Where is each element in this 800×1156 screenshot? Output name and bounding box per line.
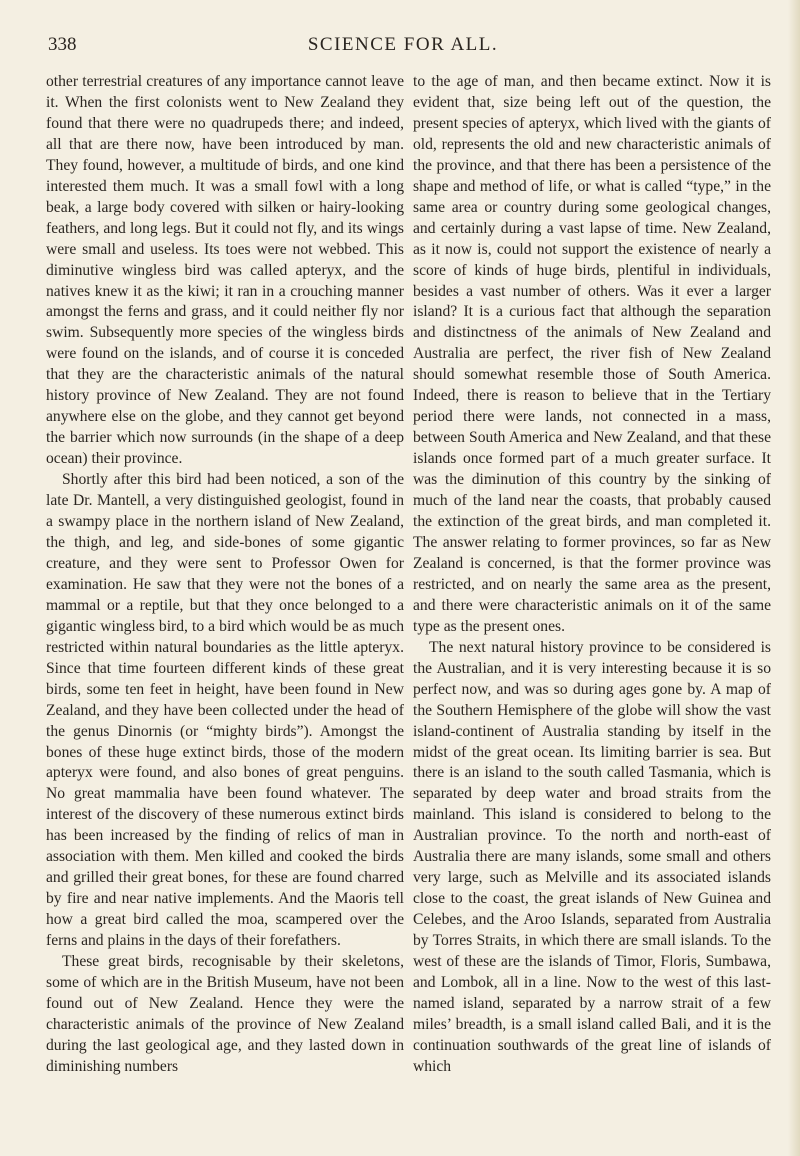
paragraph: other terrestrial creatures of any importance cannot leave it. When the first colonists went to New Zealand they found that there were no quadrupeds there; and indeed, all that are there now, have been introduced by man. They found, however, a multitude of birds, and one kind interested them much. It was a small fowl with a long beak, a large body covered with silken or hairy-looking feathers, and long legs. But it could not fly, and its wings were small and useless. Its toes were not webbed. This diminutive wingless bird was called apteryx, and the natives knew it as the kiwi; it ran in a crouching manner amongst the ferns and grass, and it could neither fly nor swim. Subsequently more species of the wingless birds were found on the islands, and of course it is conceded that they are the characteristic animals of the natural history province of New Zealand. They are not found anywhere else on the globe, and they cannot get beyond the barrier which now surrounds (in the shape of a deep ocean) their province. xyxy=(46,73,404,468)
paragraph: The next natural history province to be considered is the Australian, and it is very interesting because it is so perfect now, and was so during ages gone by. A map of the Southern Hemisphere of the globe will show the vast island-continent of Australia standing by itself in the midst of the great ocean. Its limiting barrier is sea. But there is an island to the south called Tasmania, which is separated by deep water and broad straits from the mainland. This island is considered to belong to the Australian province. To the north and north-east of Australia there are many islands, some small and others very large, such as Melville and its associated islands close to the coast, the great islands of New Guinea and Celebes, and the Aroo Islands, separated from Australia by Torres Straits, in which there are small islands. To the west of these are the islands of Timor, Floris, Sumbawa, and Lombok, all in a line. Now to the west of this last-named island, separated by a narrow strait of a few miles’ breadth, is a small island called Bali, and it is the continuation southwards of the great line of islands of which xyxy=(413,638,771,1075)
paragraph: These great birds, recognisable by their skeletons, some of which are in the British Museum, have not been found out of New Zealand. Hence they were the characteristic animals of the province of New Zealand during the last geological age, and they lasted down in diminishing numbers xyxy=(46,953,404,1075)
page-header xyxy=(46,34,760,58)
page-edge-shadow xyxy=(788,0,800,1156)
left-column xyxy=(46,72,404,1078)
page-number: 338 xyxy=(48,34,77,55)
paragraph: Shortly after this bird had been noticed, a son of the late Dr. Mantell, a very distinguished geologist, found in a swampy place in the northern island of New Zealand, the thigh, and leg, and side-bones of some gigantic creature, and they were sent to Professor Owen for examination. He saw that they were not the bones of a mammal or a reptile, but that they once belonged to a gigantic wingless bird, to a bird which would be as much restricted within natural boundaries as the little apteryx. Since that time fourteen different kinds of these great birds, some ten feet in height, have been found in New Zealand, and they have been collected under the head of the genus Dinornis (or “mighty birds”). Amongst the bones of these huge extinct birds, those of the modern apteryx were found, and also bones of great penguins. No great mammalia have been found whatever. The interest of the discovery of these numerous extinct birds has been increased by the finding of relics of man in association with them. Men killed and cooked the birds and grilled their great bones, for these are found charred by fire and near native implements. And the Maoris tell how a great bird called the moa, scampered over the ferns and plains in the days of their forefathers. xyxy=(46,471,404,950)
right-column xyxy=(413,72,771,1078)
paragraph: to the age of man, and then became extinct. Now it is evident that, size being left out of the question, the present species of apteryx, which lived with the giants of old, represents the old and new characteristic animals of the province, and that there has been a persistence of the shape and method of life, or what is called “type,” in the same area or country during some geological changes, and certainly during a vast lapse of time. New Zealand, as it now is, could not support the existence of nearly a score of kinds of huge birds, plentiful in individuals, besides a vast number of others. Was it ever a larger island? It is a curious fact that although the separation and distinctness of the animals of New Zealand and Australia are perfect, the river fish of New Zealand should somewhat resemble those of South America. Indeed, there is reason to believe that in the Tertiary period there were lands, not connected in a mass, between South America and New Zealand, and that these islands once formed part of a much greater surface. It was the diminution of this country by the sinking of much of the land near the coasts, that probably caused the extinction of the great birds, and man completed it. The answer relating to former provinces, so far as New Zealand is concerned, is that the former province was restricted, and on nearly the same area as the present, and there were characteristic animals on it of the same type as the present ones. xyxy=(413,73,771,635)
running-head: SCIENCE FOR ALL. xyxy=(307,34,499,55)
